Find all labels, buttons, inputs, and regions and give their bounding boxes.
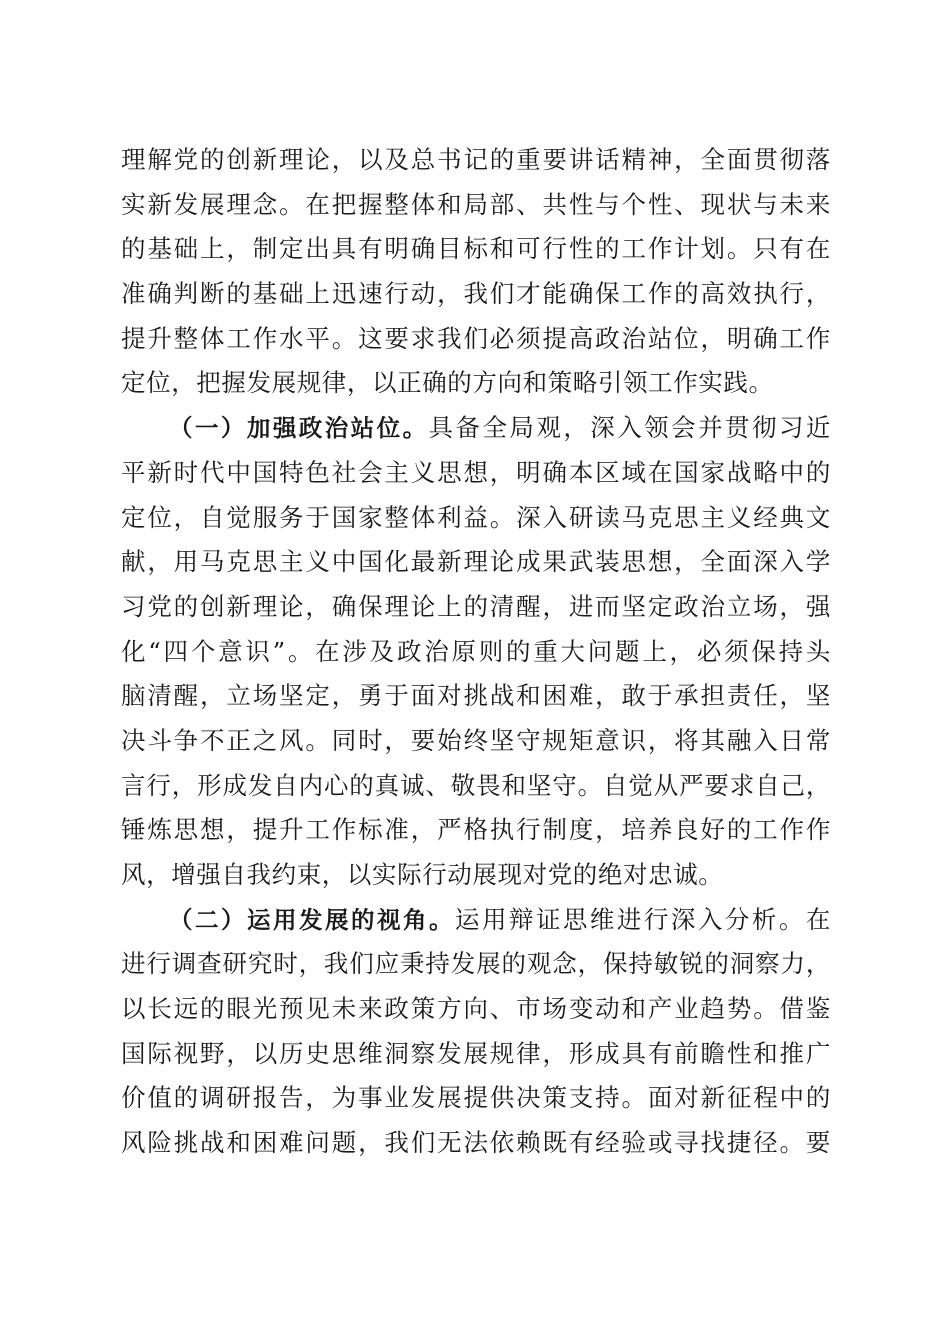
text-line: 平新时代中国特色社会主义思想，明确本区域在国家战略中的 bbox=[121, 457, 831, 487]
text-line: 的基础上，制定出具有明确目标和可行性的工作计划。只有在 bbox=[121, 234, 831, 264]
text-line: 实新发展理念。在把握整体和局部、共性与个性、现状与未来 bbox=[121, 189, 831, 219]
text-line: 风险挑战和困难问题，我们无法依赖既有经验或寻找捷径。要 bbox=[121, 1128, 831, 1158]
section-heading: （一）加强政治站位。 bbox=[169, 414, 429, 443]
text-line: 提升整体工作水平。这要求我们必须提高政治站位，明确工作 bbox=[121, 323, 831, 353]
text-line: 风，增强自我约束，以实际行动展现对党的绝对忠诚。 bbox=[121, 860, 724, 889]
text-line: 习党的创新理论，确保理论上的清醒，进而坚定政治立场，强 bbox=[121, 591, 831, 621]
section-heading: （二）运用发展的视角。 bbox=[169, 905, 455, 934]
text-line bbox=[121, 406, 831, 451]
paragraph-development-perspective bbox=[121, 898, 831, 1166]
text-line: 脑清醒，立场坚定，勇于面对挑战和困难，敢于承担责任，坚 bbox=[121, 681, 831, 711]
text-line: 理解党的创新理论，以及总书记的重要讲话精神，全面贯彻落 bbox=[121, 145, 831, 174]
text-line: 国际视野，以历史思维洞察发展规律，形成具有前瞻性和推广 bbox=[121, 1038, 831, 1068]
text-line: 价值的调研报告，为事业发展提供决策支持。面对新征程中的 bbox=[121, 1083, 831, 1113]
text-line: 定位，把握发展规律，以正确的方向和策略引领工作实践。 bbox=[121, 368, 774, 398]
paragraph-intro bbox=[121, 138, 831, 406]
text-line: 以长远的眼光预见未来政策方向、市场变动和产业趋势。借鉴 bbox=[121, 994, 831, 1024]
text-line: 定位，自觉服务于国家整体利益。深入研读马克思主义经典文 bbox=[121, 502, 831, 532]
text-run: 运用辩证思维进行深入分析。在 bbox=[454, 904, 831, 934]
text-line: 化“四个意识”。在涉及政治原则的重大问题上，必须保持头 bbox=[121, 636, 831, 666]
text-line: 锤炼思想，提升工作标准，严格执行制度，培养良好的工作作 bbox=[121, 815, 831, 845]
text-line: 准确判断的基础上迅速行动，我们才能确保工作的高效执行， bbox=[121, 279, 831, 309]
text-line: 决斗争不正之风。同时，要始终坚守规矩意识，将其融入日常 bbox=[121, 725, 831, 755]
text-line: 言行，形成发自内心的真诚、敬畏和坚守。自觉从严要求自己， bbox=[121, 770, 831, 800]
text-line bbox=[121, 898, 831, 943]
paragraph-political-stance bbox=[121, 406, 831, 898]
text-run: 具备全局观，深入领会并贯彻习近 bbox=[428, 413, 831, 443]
document-body bbox=[121, 138, 831, 1166]
text-line: 献，用马克思主义中国化最新理论成果武装思想，全面深入学 bbox=[121, 547, 831, 577]
text-line: 进行调查研究时，我们应秉持发展的观念，保持敏锐的洞察力， bbox=[121, 949, 831, 979]
